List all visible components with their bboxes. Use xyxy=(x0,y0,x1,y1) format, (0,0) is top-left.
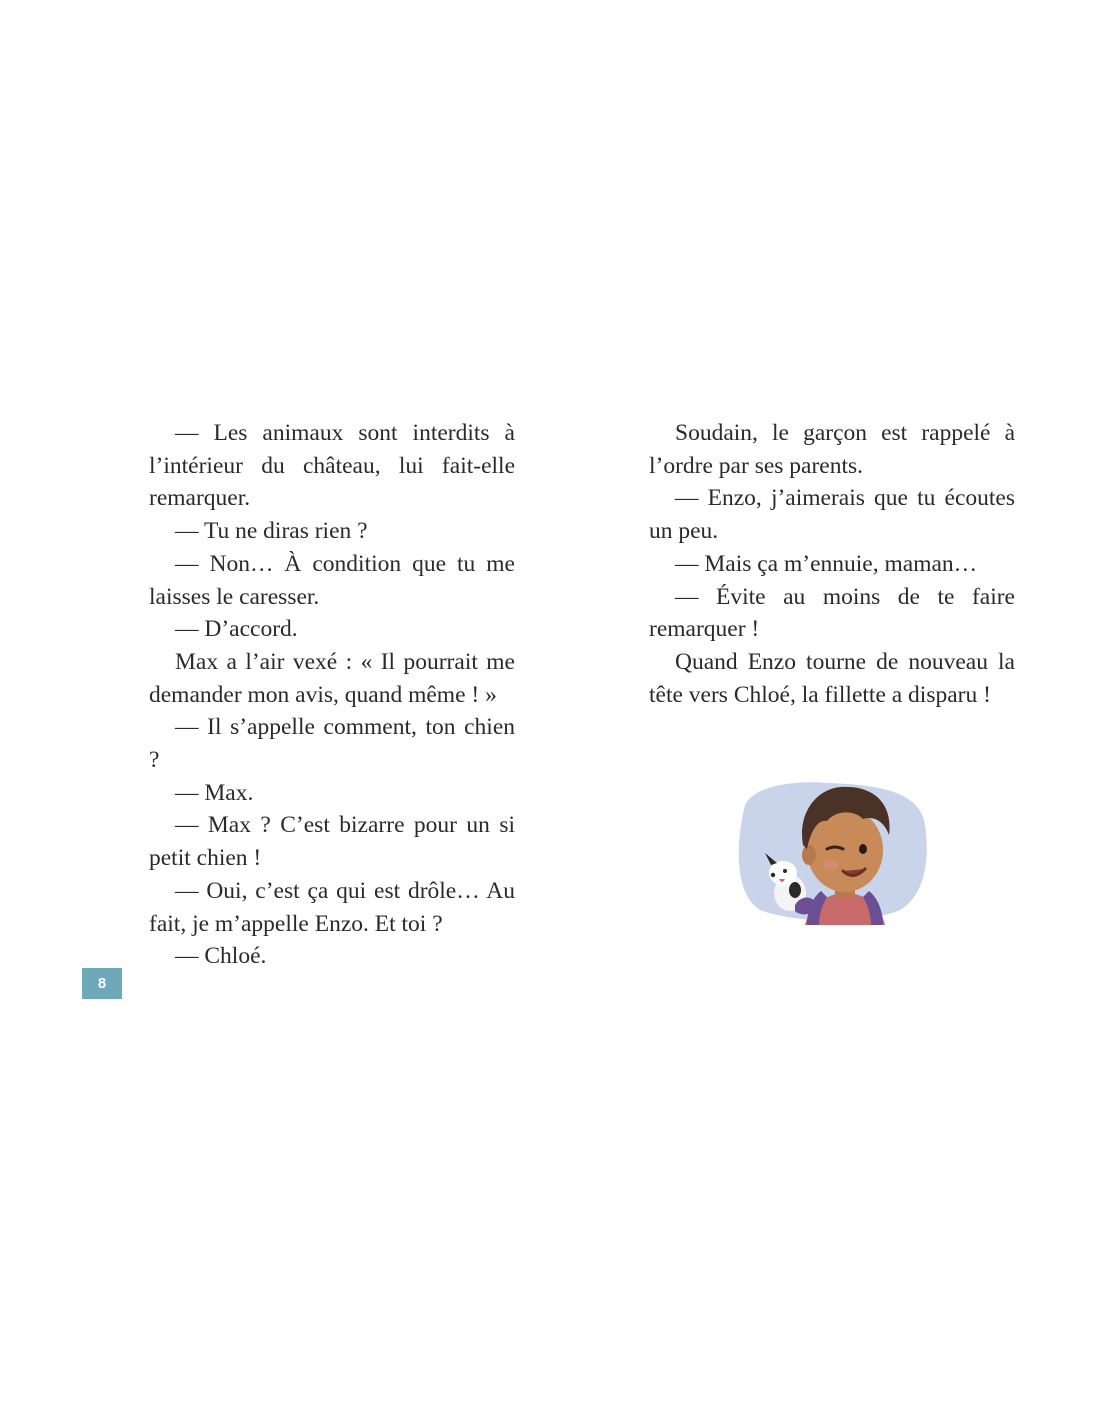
paragraph: — Les animaux sont interdits à l’intérieur du château, lui fait-elle remarquer. xyxy=(149,420,515,512)
paragraph: — Mais ça m’ennuie, maman… xyxy=(675,550,978,577)
paragraph: Max a l’air vexé : « Il pourrait me demander mon avis, quand même ! » xyxy=(149,648,515,708)
paragraph: — Non… À condition que tu me laisses le caresser. xyxy=(149,550,515,610)
paragraph: — Évite au moins de te faire remarquer ! xyxy=(649,583,1015,643)
open-eye xyxy=(859,844,867,854)
dog-nose xyxy=(771,873,775,877)
boy-with-dog-illustration xyxy=(735,765,930,925)
paragraph: — Chloé. xyxy=(175,943,267,970)
paragraph: — Tu ne diras rien ? xyxy=(175,518,368,545)
illustration-svg xyxy=(735,765,930,925)
paragraph: — D’accord. xyxy=(175,616,298,643)
dog-spot xyxy=(789,882,801,898)
paragraph: — Max ? C’est bizarre pour un si petit chien ! xyxy=(149,812,515,872)
paragraph: Soudain, le garçon est rappelé à l’ordre par ses parents. xyxy=(649,420,1015,479)
left-text-column xyxy=(149,417,515,973)
page-number-badge: 8 xyxy=(82,968,122,999)
cheek xyxy=(824,860,838,870)
paragraph: — Enzo, j’aimerais que tu écoutes un peu. xyxy=(649,485,1015,545)
dog-eye xyxy=(783,869,787,873)
right-text-column xyxy=(649,417,1015,711)
paragraph: Quand Enzo tourne de nouveau la tête vers Chloé, la fillette a disparu ! xyxy=(649,648,1015,708)
paragraph: — Oui, c’est ça qui est drôle… Au fait, je m’appelle Enzo. Et toi ? xyxy=(149,877,515,937)
ear xyxy=(802,845,816,865)
paragraph: — Max. xyxy=(175,779,254,806)
paragraph: — Il s’appelle comment, ton chien ? xyxy=(149,714,515,774)
